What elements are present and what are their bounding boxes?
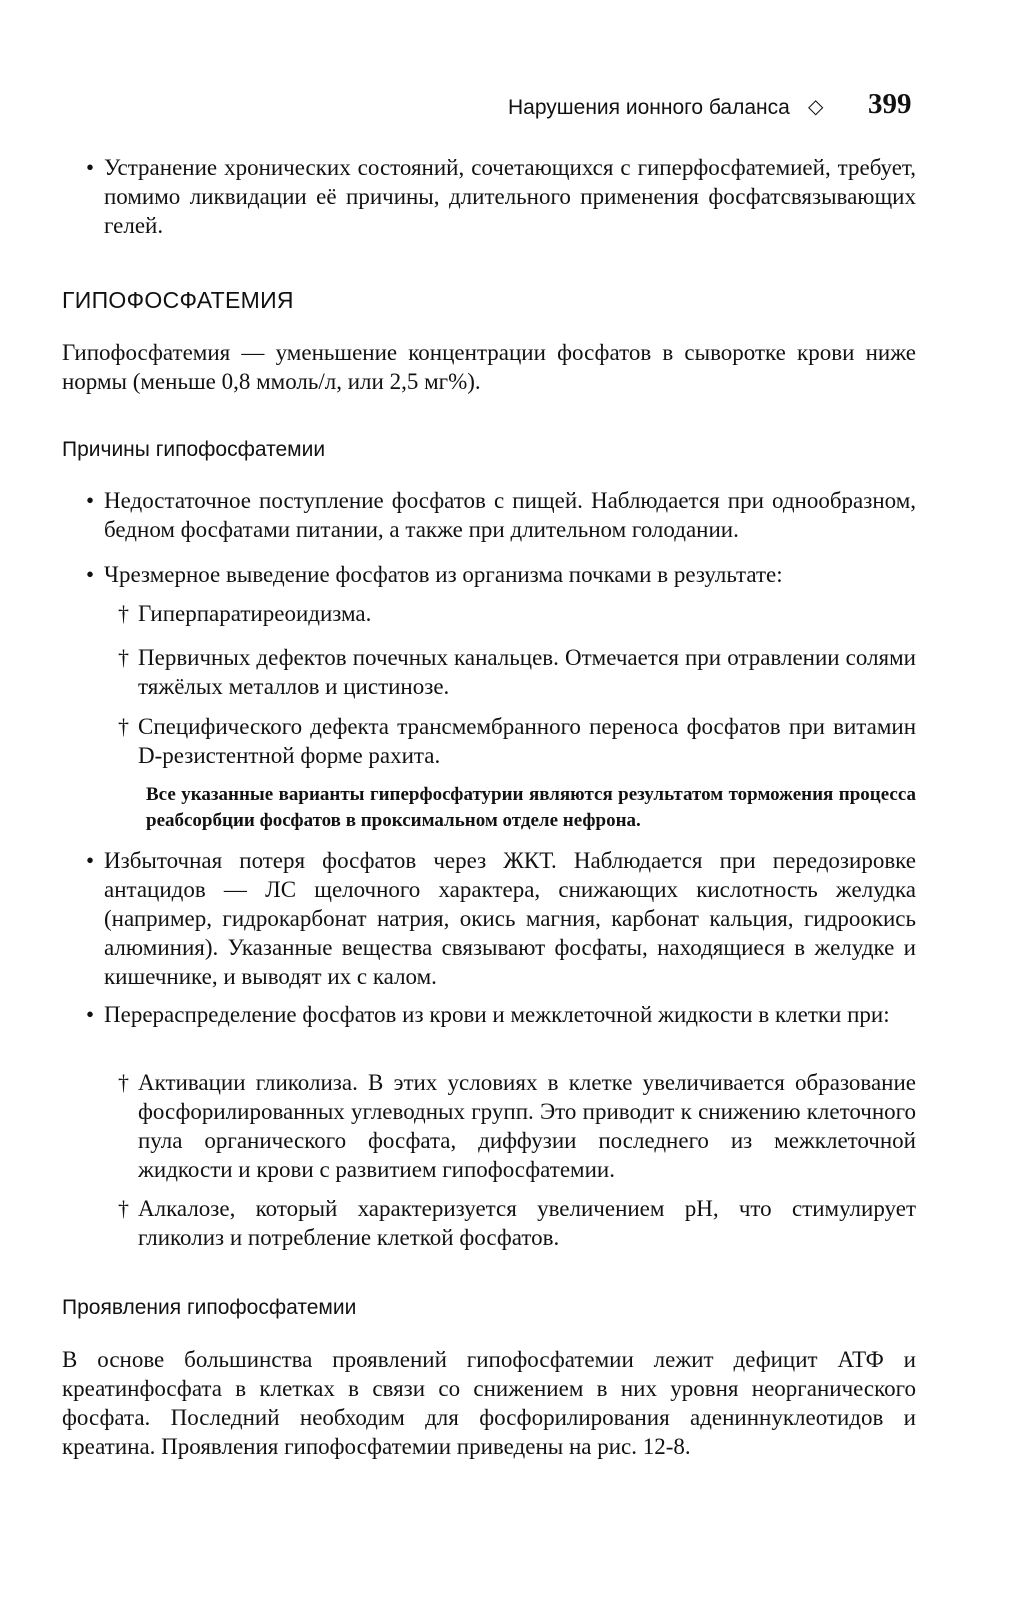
cause-2-sub-1: Гиперпаратиреоидизма. [138,601,372,626]
manifestations-paragraph: В основе большинства проявлений гипофосфатемии лежит дефицит АТФ и креатинфосфата в клетках в связи со снижением в них уровня неорганического фосфата. Последний необходим для фосфорилирования адениннуклеотидов и креатина. Проявления гипофосфатемии приведены на рис. 12-8. [62,1347,916,1459]
dagger-icon: † [118,714,129,739]
top-bullet-text: Устранение хронических состояний, сочетающихся с гиперфосфатемией, требует, помимо ликвидации её причины, длительного применения фосфатсвязывающих гелей. [104,155,916,238]
page-number: 399 [868,88,912,120]
dagger-icon: † [118,1070,129,1095]
bullet-icon: • [86,562,95,587]
cause-4-sub-1: Активации гликолиза. В этих условиях в клетке увеличивается образование фосфорилированных углеводных групп. Это приводит к снижению клеточного пула органического фосфата, диффузии последнего из межклеточной жидкости и крови с развитием гипофосфатемии. [138,1070,916,1182]
cause-4-sub-2: Алкалозе, который характеризуется увеличением pH, что стимулирует гликолиз и потребление клеткой фосфатов. [138,1196,916,1250]
cause-2-sub-2: Первичных дефектов почечных канальцев. Отмечается при отравлении солями тяжёлых металлов и цистинозе. [138,645,916,699]
running-header [500,88,924,128]
running-title: Нарушения ионного баланса [508,96,790,119]
bullet-icon: • [86,488,95,513]
section-title: ГИПОФОСФАТЕМИЯ [62,287,294,313]
bullet-icon: • [86,848,95,873]
diamond-separator-icon: ◇ [808,96,824,118]
manifestations-heading: Проявления гипофосфатемии [62,1296,357,1319]
bullet-icon: • [86,155,95,180]
dagger-icon: † [118,601,129,626]
bullet-icon: • [86,1002,95,1027]
definition-paragraph: Гипофосфатемия — уменьшение концентрации фосфатов в сыворотке крови ниже нормы (меньше 0,8 ммоль/л, или 2,5 мг%). [62,340,916,394]
causes-heading: Причины гипофосфатемии [62,438,326,461]
dagger-icon: † [118,645,129,670]
cause-bullet-1: Недостаточное поступление фосфатов с пищей. Наблюдается при однообразном, бедном фосфатами питании, а также при длительном голодании. [104,488,916,542]
cause-bullet-2: Чрезмерное выведение фосфатов из организма почками в результате: [104,562,783,587]
cause-bullet-4: Перераспределение фосфатов из крови и межклеточной жидкости в клетки при: [104,1002,890,1027]
dagger-icon: † [118,1196,129,1221]
cause-bullet-3: Избыточная потеря фосфатов через ЖКТ. Наблюдается при передозировке антацидов — ЛС щелочного характера, снижающих кислотность желудка (например, гидрокарбонат натрия, окись магния, карбонат кальция, гидроокись алюминия). Указанные вещества связывают фосфаты, находящиеся в желудке и кишечнике, и выводят их с калом. [104,848,916,989]
cause-2-sub-3: Специфического дефекта трансмембранного переноса фосфатов при витамин D-резистентной форме рахита. [138,714,916,768]
hyperphosphaturia-note: Все указанные варианты гиперфосфатурии являются результатом торможения процесса реабсорбции фосфатов в проксимальном отделе нефрона. [146,784,916,831]
